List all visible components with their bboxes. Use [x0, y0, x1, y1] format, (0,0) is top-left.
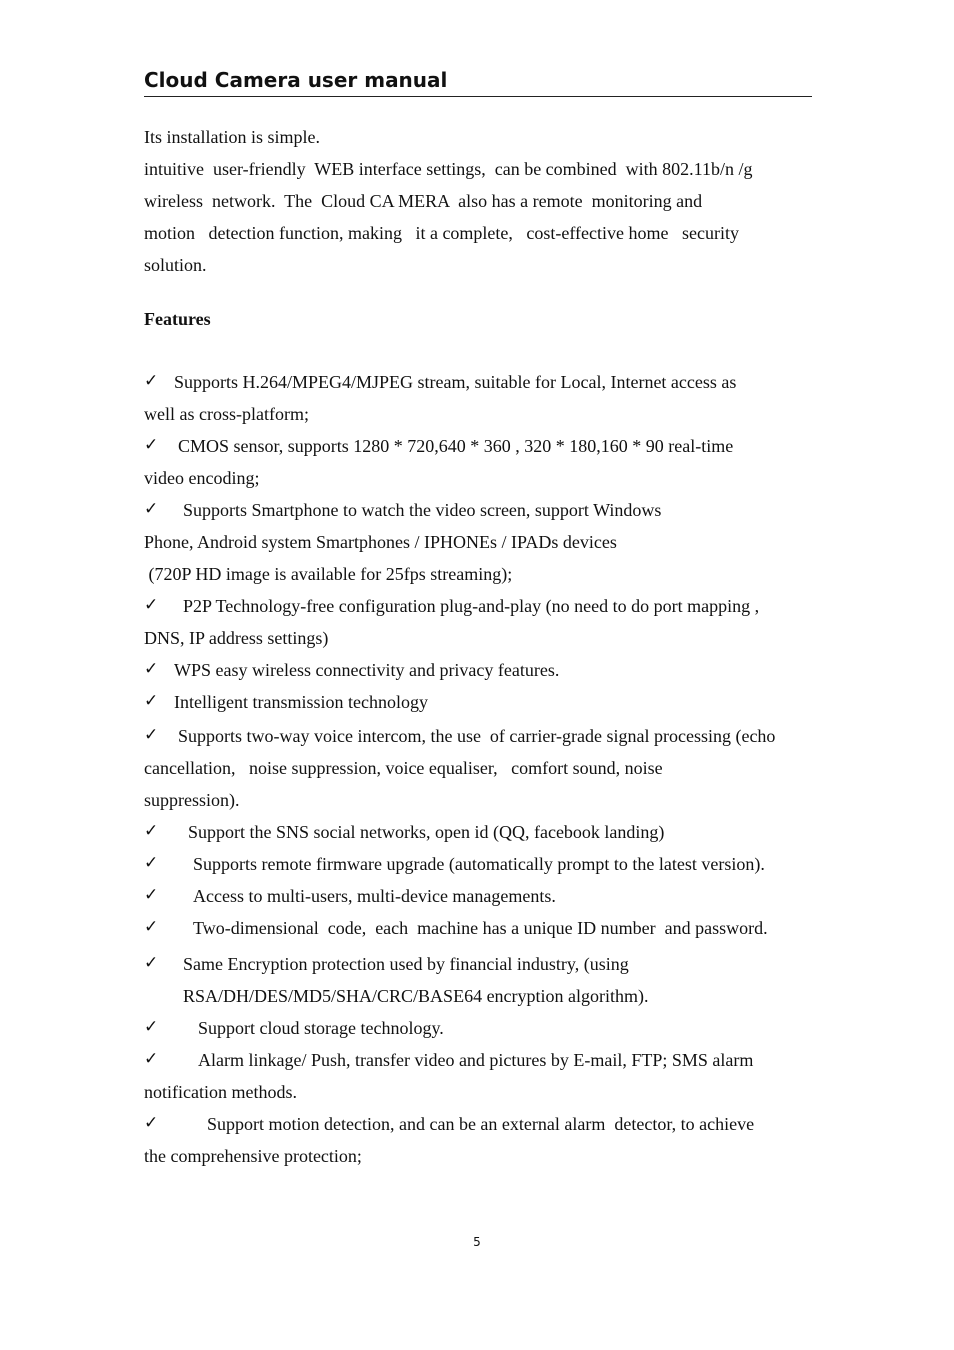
check-icon: ✓	[144, 435, 159, 455]
feature-line: (720P HD image is available for 25fps streaming);	[144, 564, 513, 584]
intro-line: wireless network. The Cloud CA MERA also has a remote monitoring and	[144, 191, 703, 211]
feature-line: video encoding;	[144, 468, 260, 488]
feature-line: WPS easy wireless connectivity and privacy features.	[174, 660, 560, 680]
feature-line: Access to multi-users, multi-device managements.	[193, 886, 556, 906]
feature-line: notification methods.	[144, 1082, 297, 1102]
intro-line: motion detection function, making it a complete, cost-effective home security	[144, 223, 739, 243]
feature-line: Alarm linkage/ Push, transfer video and pictures by E-mail, FTP; SMS alarm	[198, 1050, 754, 1070]
check-icon: ✓	[144, 917, 159, 937]
check-icon: ✓	[144, 725, 159, 745]
feature-line: CMOS sensor, supports 1280 * 720,640 * 360 , 320 * 180,160 * 90 real-time	[178, 436, 734, 456]
check-icon: ✓	[144, 1049, 159, 1069]
check-icon: ✓	[144, 953, 159, 973]
check-icon: ✓	[144, 1017, 159, 1037]
check-icon: ✓	[144, 885, 159, 905]
features-heading: Features	[144, 309, 211, 329]
feature-line: Support motion detection, and can be an external alarm detector, to achieve	[207, 1114, 755, 1134]
feature-line: Support cloud storage technology.	[198, 1018, 444, 1038]
feature-line: Two-dimensional code, each machine has a unique ID number and password.	[193, 918, 768, 938]
feature-line: DNS, IP address settings)	[144, 628, 329, 648]
feature-line: Phone, Android system Smartphones / IPHONEs / IPADs devices	[144, 532, 617, 552]
feature-line: P2P Technology-free configuration plug-and-play (no need to do port mapping ,	[183, 596, 760, 616]
check-icon: ✓	[144, 659, 159, 679]
check-icon: ✓	[144, 499, 159, 519]
feature-line: Supports two-way voice intercom, the use of carrier-grade signal processing (echo	[178, 726, 776, 746]
check-icon: ✓	[144, 1113, 159, 1133]
feature-line: Support the SNS social networks, open id (QQ, facebook landing)	[188, 822, 665, 842]
page-number: 5	[473, 1235, 481, 1249]
intro-line: intuitive user-friendly WEB interface settings, can be combined with 802.11b/n /g	[144, 159, 753, 179]
feature-line: Supports remote firmware upgrade (automatically prompt to the latest version).	[193, 854, 765, 874]
page-header-title: Cloud Camera user manual	[144, 68, 448, 92]
feature-line: Supports Smartphone to watch the video screen, support Windows	[183, 500, 662, 520]
intro-line: solution.	[144, 255, 207, 275]
feature-line: cancellation, noise suppression, voice equaliser, comfort sound, noise	[144, 758, 663, 778]
check-icon: ✓	[144, 371, 159, 391]
header-divider	[144, 96, 812, 97]
feature-line: suppression).	[144, 790, 240, 810]
check-icon: ✓	[144, 853, 159, 873]
feature-line: well as cross-platform;	[144, 404, 309, 424]
check-icon: ✓	[144, 821, 159, 841]
feature-line: the comprehensive protection;	[144, 1146, 362, 1166]
feature-line: Intelligent transmission technology	[174, 692, 428, 712]
check-icon: ✓	[144, 595, 159, 615]
intro-line: Its installation is simple.	[144, 127, 320, 147]
check-icon: ✓	[144, 691, 159, 711]
feature-line: RSA/DH/DES/MD5/SHA/CRC/BASE64 encryption algorithm).	[183, 986, 649, 1006]
feature-line: Same Encryption protection used by financial industry, (using	[183, 954, 629, 974]
feature-line: Supports H.264/MPEG4/MJPEG stream, suitable for Local, Internet access as	[174, 372, 737, 392]
